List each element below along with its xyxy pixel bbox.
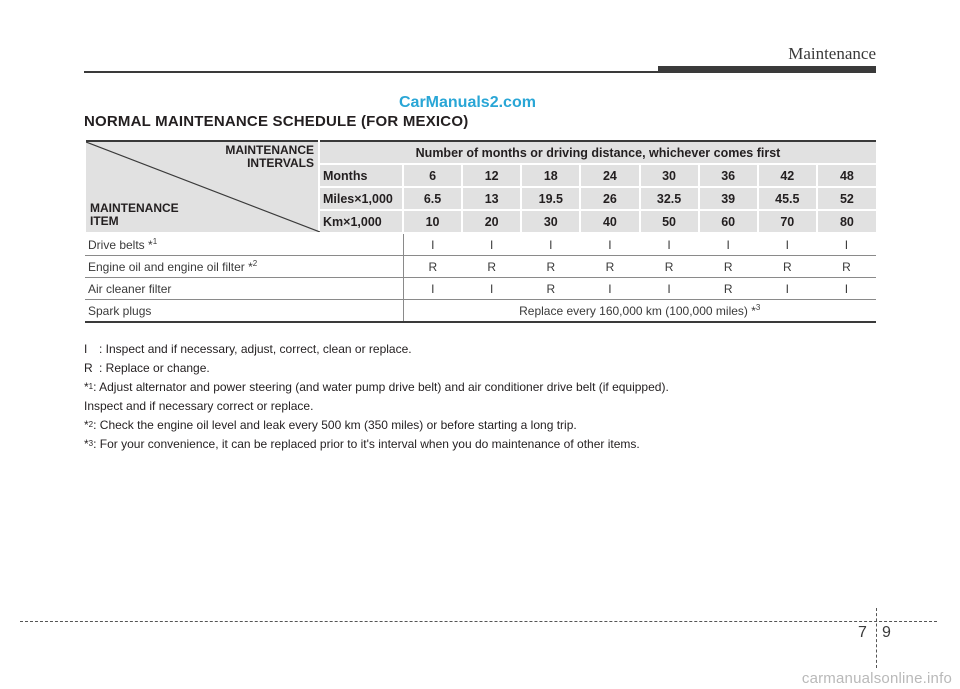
footer-divider bbox=[876, 608, 877, 668]
page-title: NORMAL MAINTENANCE SCHEDULE (FOR MEXICO) bbox=[84, 113, 469, 130]
section-title: Maintenance bbox=[788, 44, 876, 63]
schedule-cell: I bbox=[758, 278, 817, 300]
schedule-cell: R bbox=[699, 278, 758, 300]
schedule-cell: I bbox=[699, 233, 758, 256]
interval-row-label: Km×1,000 bbox=[319, 210, 403, 233]
interval-cell: 70 bbox=[758, 210, 817, 233]
interval-cell: 42 bbox=[758, 164, 817, 187]
interval-cell: 50 bbox=[640, 210, 699, 233]
table-corner-cell bbox=[85, 141, 319, 233]
interval-cell: 30 bbox=[521, 210, 580, 233]
spark-plug-interval: Replace every 160,000 km (100,000 miles) *$^3$ bbox=[519, 302, 761, 318]
maintenance-schedule-table bbox=[84, 140, 876, 323]
schedule-cell: I bbox=[403, 278, 462, 300]
item-name: Air cleaner filter bbox=[85, 278, 403, 300]
schedule-cell: R bbox=[521, 256, 580, 278]
interval-cell: 39 bbox=[699, 187, 758, 210]
interval-cell: 13 bbox=[462, 187, 521, 210]
interval-row-label: Miles×1,000 bbox=[319, 187, 403, 210]
footer-rule bbox=[20, 621, 937, 622]
schedule-cell: I bbox=[462, 278, 521, 300]
interval-cell: 80 bbox=[817, 210, 876, 233]
interval-cell: 60 bbox=[699, 210, 758, 233]
interval-cell: 18 bbox=[521, 164, 580, 187]
table-header-row bbox=[85, 141, 876, 164]
interval-cell: 48 bbox=[817, 164, 876, 187]
item-name: Spark plugs bbox=[85, 300, 403, 323]
schedule-cell: I bbox=[640, 233, 699, 256]
note-inspect: I : Inspect and if necessary, adjust, correct, clean or replace. bbox=[84, 342, 412, 356]
footnote-2: * $^2$ : Check the engine oil level and leak every 500 km (350 miles) or before starting a long trip. bbox=[84, 418, 577, 432]
schedule-cell: I bbox=[640, 278, 699, 300]
interval-cell: 45.5 bbox=[758, 187, 817, 210]
schedule-cell: I bbox=[580, 278, 639, 300]
header-rule-thin bbox=[84, 71, 658, 73]
table-row bbox=[85, 278, 876, 300]
interval-cell: 52 bbox=[817, 187, 876, 210]
legend-notes bbox=[84, 340, 669, 454]
intervals-label: MAINTENANCE INTERVALS bbox=[225, 143, 314, 170]
schedule-cell: I bbox=[817, 233, 876, 256]
schedule-cell: R bbox=[817, 256, 876, 278]
interval-cell: 40 bbox=[580, 210, 639, 233]
item-label: MAINTENANCE ITEM bbox=[90, 201, 179, 228]
interval-cell: 12 bbox=[462, 164, 521, 187]
interval-cell: 36 bbox=[699, 164, 758, 187]
footnote-3: * $^3$ : For your convenience, it can be replaced prior to it's interval when you do maintenance of other items. bbox=[84, 437, 640, 451]
interval-row-label: Months bbox=[319, 164, 403, 187]
schedule-cell: R bbox=[462, 256, 521, 278]
interval-cell: 20 bbox=[462, 210, 521, 233]
chapter-number: 7 bbox=[858, 624, 867, 641]
schedule-cell: R bbox=[640, 256, 699, 278]
item-name: Drive belts *$^1$ bbox=[85, 233, 403, 256]
footnote-1: * $^1$ : Adjust alternator and power steering (and water pump drive belt) and air conditioner drive belt (if equipped). Inspect and if necessary correct or replace. bbox=[84, 380, 669, 413]
footer-watermark[interactable]: carmanualsonline.info bbox=[801, 670, 952, 687]
interval-cell: 6 bbox=[403, 164, 462, 187]
schedule-cell: I bbox=[403, 233, 462, 256]
interval-cell: 30 bbox=[640, 164, 699, 187]
watermark[interactable]: CarManuals2.com bbox=[399, 94, 536, 111]
schedule-cell: R bbox=[699, 256, 758, 278]
schedule-cell: I bbox=[462, 233, 521, 256]
interval-cell: 24 bbox=[580, 164, 639, 187]
table-row bbox=[85, 233, 876, 256]
schedule-cell: I bbox=[521, 233, 580, 256]
span-header: Number of months or driving distance, whichever comes first bbox=[319, 141, 876, 164]
header-rule-thick bbox=[658, 66, 876, 73]
schedule-cell: R bbox=[580, 256, 639, 278]
schedule-cell: R bbox=[758, 256, 817, 278]
item-name: Engine oil and engine oil filter *$^2$ bbox=[85, 256, 403, 278]
schedule-cell: R bbox=[403, 256, 462, 278]
schedule-cell: R bbox=[521, 278, 580, 300]
page-number: 9 bbox=[882, 624, 891, 641]
table-row bbox=[85, 256, 876, 278]
interval-cell: 10 bbox=[403, 210, 462, 233]
interval-cell: 19.5 bbox=[521, 187, 580, 210]
schedule-cell: I bbox=[758, 233, 817, 256]
interval-cell: 26 bbox=[580, 187, 639, 210]
table-row bbox=[85, 300, 876, 323]
schedule-cell: I bbox=[580, 233, 639, 256]
interval-cell: 32.5 bbox=[640, 187, 699, 210]
interval-cell: 6.5 bbox=[403, 187, 462, 210]
note-replace: R : Replace or change. bbox=[84, 361, 210, 375]
schedule-cell: I bbox=[817, 278, 876, 300]
